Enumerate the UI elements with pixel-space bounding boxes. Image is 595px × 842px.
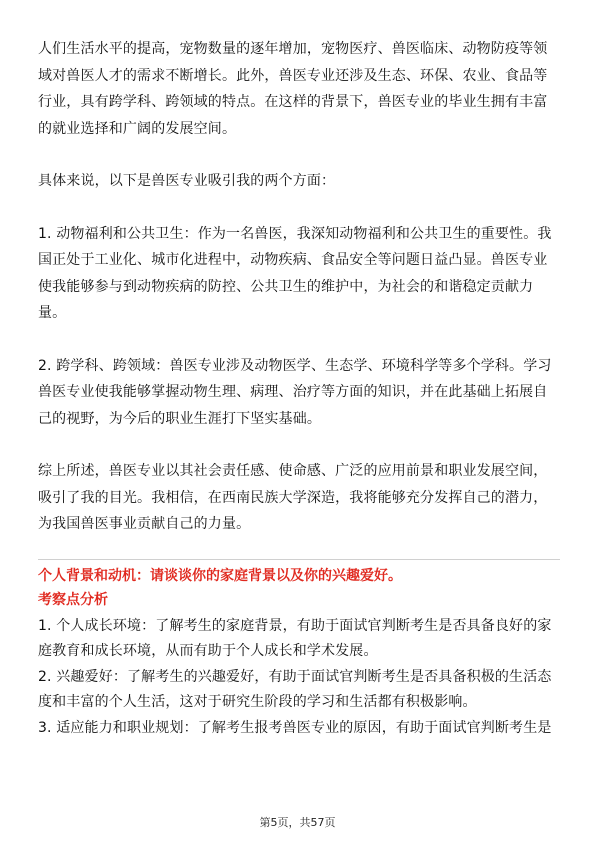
paragraph-conclusion: 综上所述，兽医专业以其社会责任感、使命感、广泛的应用前景和职业发展空间，吸引了我的目光。我相信，在西南民族大学深造，我将能够充分发挥自己的潜力，为我国兽医事业贡献自己的力量。 <box>38 463 548 532</box>
section-divider <box>38 559 560 560</box>
analysis-item-3: 3. 适应能力和职业规划：了解考生报考兽医专业的原因，有助于面试官判断考生是 <box>38 719 552 736</box>
paragraph-background: 人们生活水平的提高，宠物数量的逐年增加，宠物医疗、兽医临床、动物防疫等领域对兽医人才的需求不断增长。此外，兽医专业还涉及生态、环保、农业、食品等行业，具有跨学科、跨领域的特点。在这样的背景下，兽医专业的毕业生拥有丰富的就业选择和广阔的发展空间。 <box>38 41 548 137</box>
question-title: 个人背景和动机：请谈谈你的家庭背景以及你的兴趣爱好。 <box>38 567 402 584</box>
paragraph-intro: 具体来说，以下是兽医专业吸引我的两个方面： <box>38 173 336 189</box>
analysis-heading: 考察点分析 <box>38 591 108 608</box>
analysis-item-1: 1. 个人成长环境：了解考生的家庭背景，有助于面试官判断考生是否具备良好的家庭教育和成长环境，从而有助于个人成长和学术发展。 <box>38 617 552 659</box>
page-number: 第5页，共57页 <box>259 816 336 829</box>
document-body <box>38 36 560 741</box>
paragraph-point-1: 1. 动物福利和公共卫生：作为一名兽医，我深知动物福利和公共卫生的重要性。我国正处于工业化、城市化进程中，动物疾病、食品安全等问题日益凸显。兽医专业使我能够参与到动物疾病的防控、公共卫生的维护中，为社会的和谐稳定贡献力量。 <box>38 225 552 321</box>
analysis-item-2: 2. 兴趣爱好：了解考生的兴趣爱好，有助于面试官判断考生是否具备积极的生活态度和丰富的个人生活，这对于研究生阶段的学习和生活都有积极影响。 <box>38 668 552 710</box>
paragraph-point-2: 2. 跨学科、跨领域：兽医专业涉及动物医学、生态学、环境科学等多个学科。学习兽医专业使我能够掌握动物生理、病理、治疗等方面的知识，并在此基础上拓展自己的视野，为今后的职业生涯打下坚实基础。 <box>38 357 552 427</box>
